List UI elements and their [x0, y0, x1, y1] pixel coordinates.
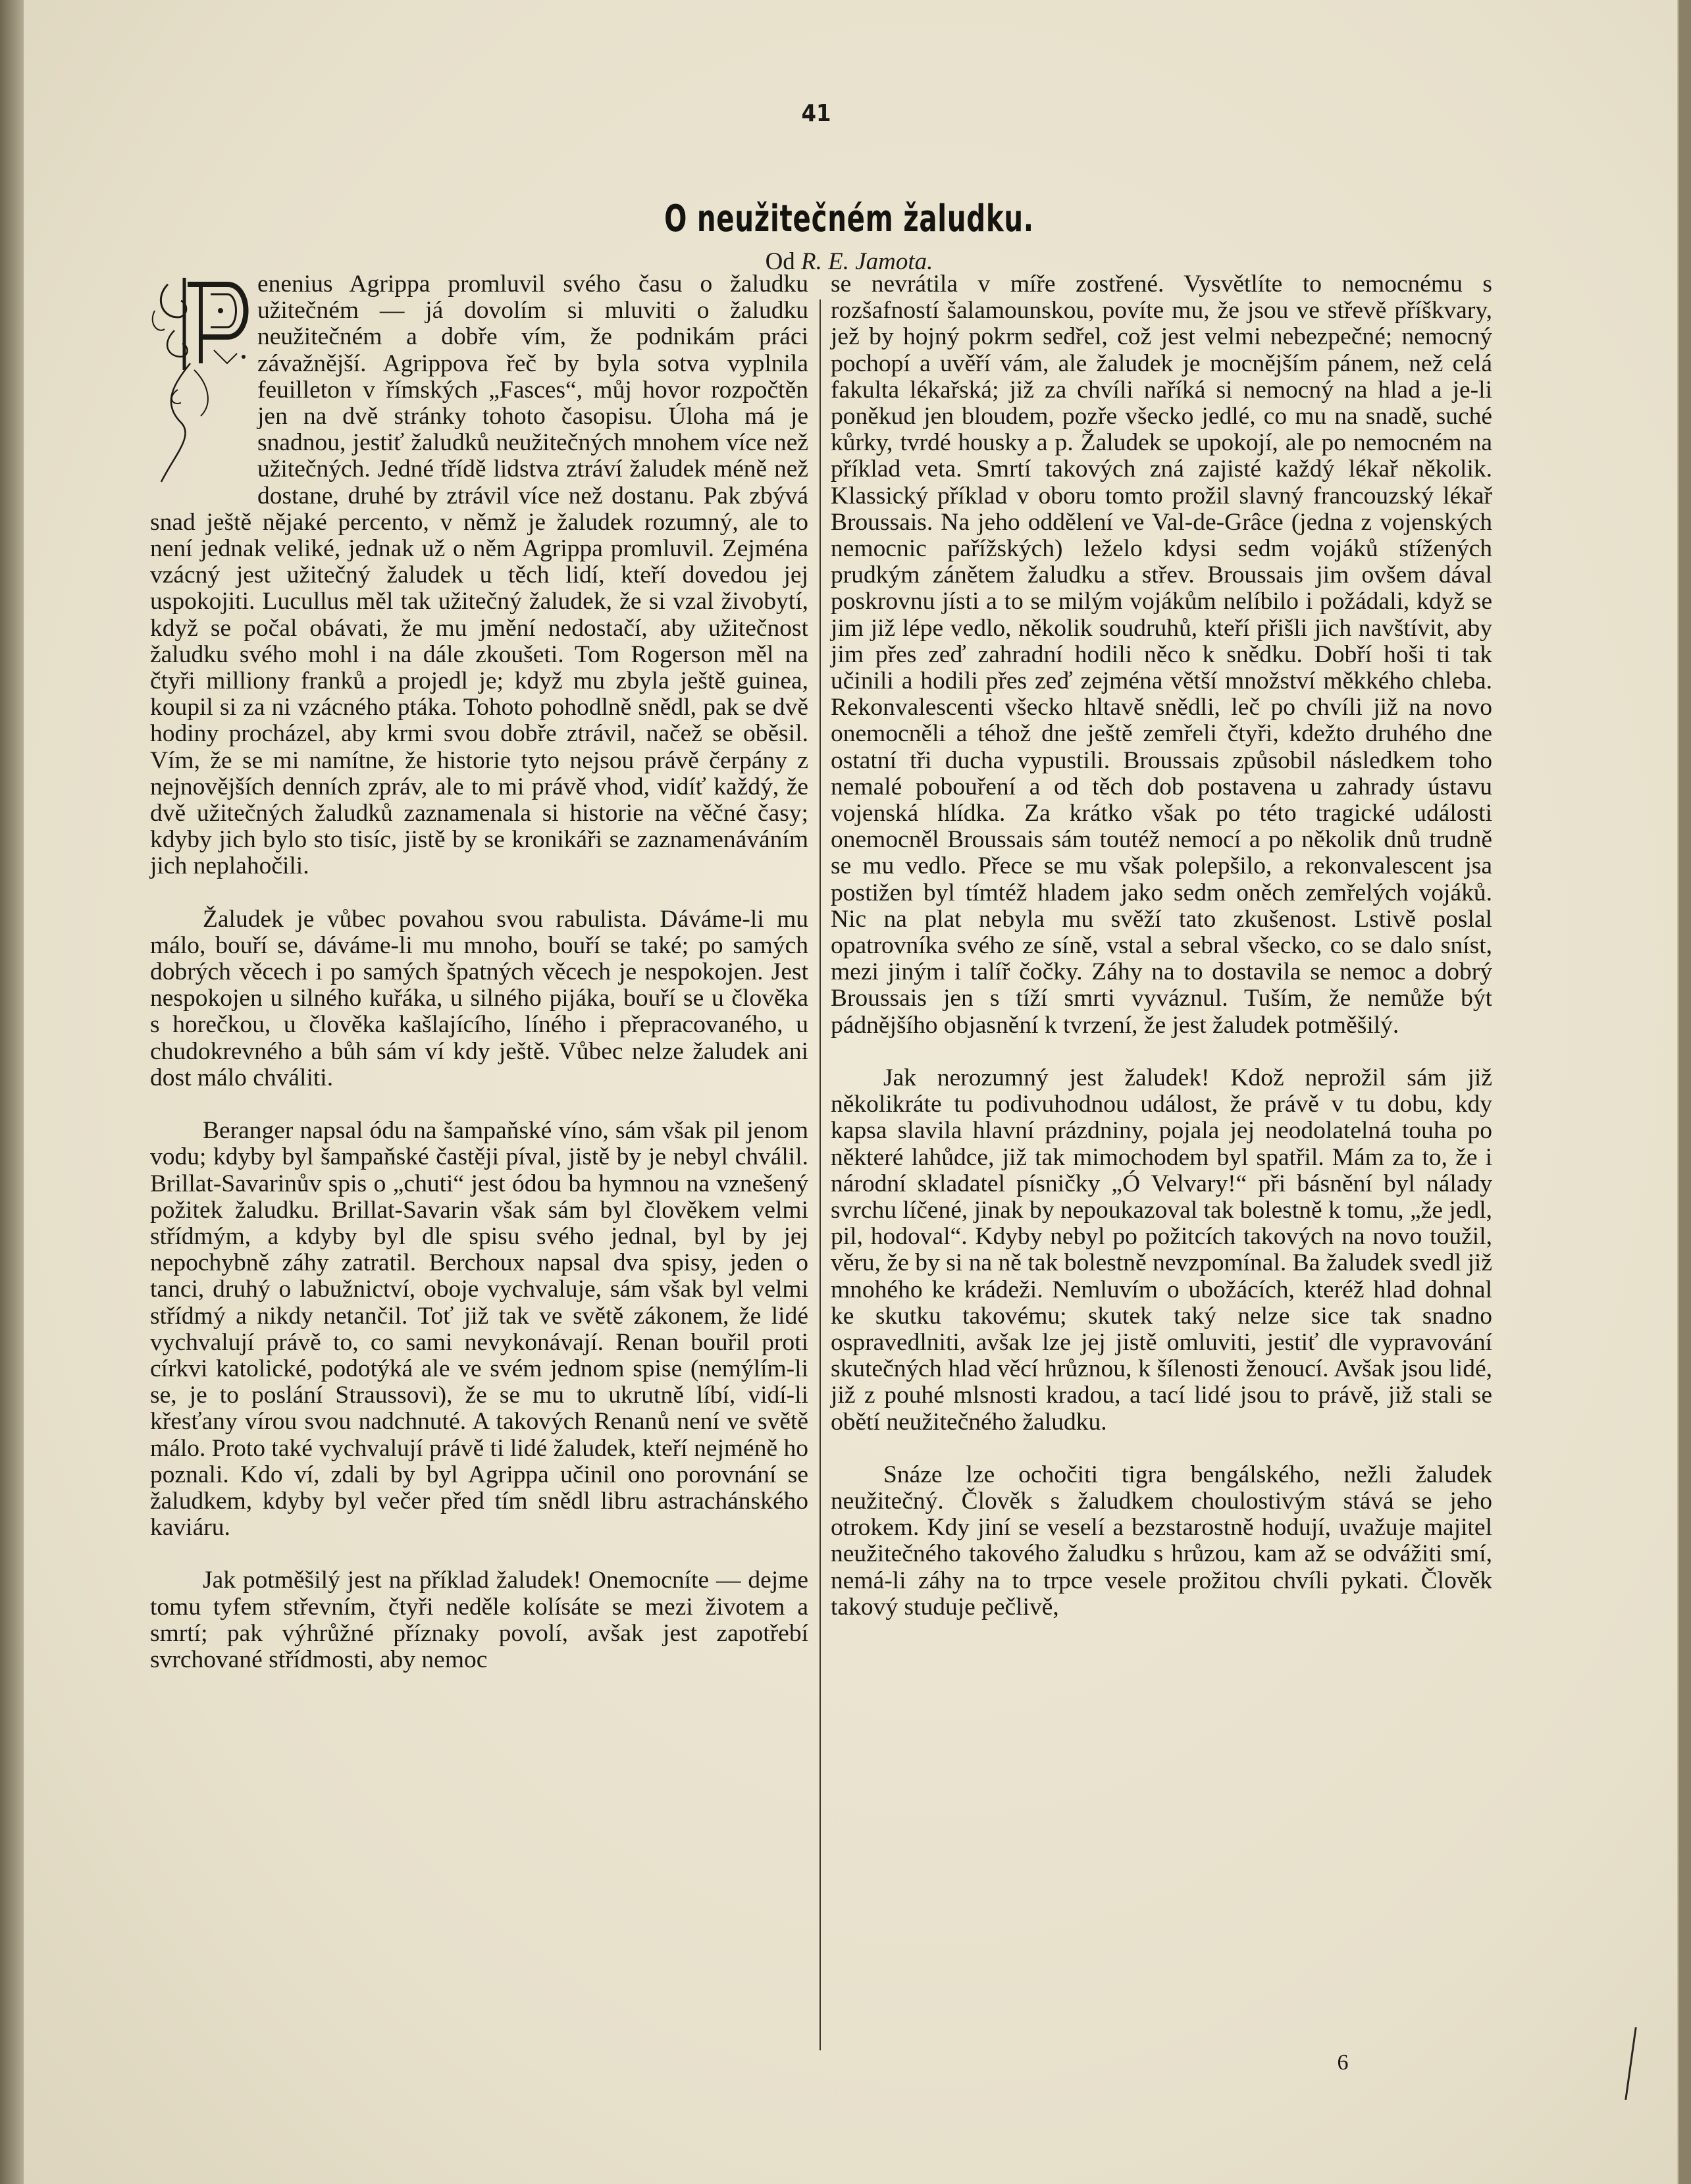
ornamental-initial-graphic — [148, 271, 253, 488]
byline-author: R. E. Jamota. — [801, 248, 933, 275]
paragraph-text: Jak potměšilý jest na příklad žaludek! Onemocníte — dejme tomu tyfem střevním, čtyři neděle kolísáte se mezi životem a smrtí; pak výhrůžné příznaky povolí, avšak jest zapotřebí svrchované střídmosti, aby nemoc — [150, 1567, 808, 1673]
paragraph-text: Beranger napsal ódu na šampaňské víno, sám však pil jenom vodu; kdyby byl šampaňské častěji píval, jistě by je nebyl chválil. Brillat-Savarinův spis o „chuti“ jest ódou ba hymnou na vznešený požitek žaludku. Brillat-Savarin však sám byl člověkem velmi střídmým, a kdyby byl dle spisu svého jednal, byl by jej nepochybně záhy zatratil. Berchoux napsal dva spisy, jeden o tanci, druhý o labužnictví, oboje vychvaluje, sám však byl velmi střídmý a nikdy netančil. Toť již tak ve světě zákonem, že lidé vychvalují právě to, co sami nevykonávají. Renan bouřil proti církvi katolické, podotýká ale ve svém jednom spise (nemýlím-li se, je to poslání Straussovi), že se mu to ukrutně líbí, vidí-li křesťany vírou svou nadchnuté. A takových Renanů není ve světě málo. Proto také vychvalují právě ti lidé žaludek, kteří nejméně ho poznali. Kdo ví, zdali by byl Agrippa učinil ono porovnání se žaludkem, kdyby byl večer před tím snědl libru astrachánského kaviáru. — [150, 1117, 808, 1542]
paragraph — [831, 1065, 1492, 1436]
article-title: O neužitečném žaludku. — [664, 197, 1034, 240]
paragraph-text: se nevrátila v míře zostřené. Vysvětlíte to nemocnému s rozšafností šalamounskou, povíte mu, že jsou ve střevě příškvary, jež by hojný pokrm sedřel, což jest velmi nebezpečné; nemocný pochopí a uvěří vám, ale žaludek je mocnějším pánem, než celá fakulta lékařská; již za chvíli naříká si nemocný na hlad a je-li poněkud jen bloudem, pozře všecko jedlé, co mu na snadě, suché kůrky, tvrdé housky a p. Žaludek se upokojí, ale po nemocném na příklad veta. Smrtí takových zná zajisté každý lékař několik. Klassický příklad v oboru tomto prožil slavný francouzský lékař Broussais. Na jeho oddělení ve Val-de-Grâce (jedna z vojenských nemocnic pařížských) leželo kdysi sedm vojáků stížených prudkým zánětem žaludku a střev. Broussais jim ovšem dával poskrovnu jísti a to se milým vojákům nelíbilo i požádali, když se jim již lépe vedlo, několik soudruhů, kteří přišli jich navštívit, aby jim přes zeď zahradní hodili něco k snědku. Dobří hoši ti tak učinili a hodili přes zeď zejména větší množství měkkého chleba. Rekonvalescenti všecko hltavě snědli, leč po chvíli již na novo onemocněli a téhož dne ještě zemřeli čtyři, kdežto druhého dne ostatní tři ducha vypustili. Broussais způsobil následkem toho nemalé pobouření a od těch dob postavena u zahrady ústavu vojenská hlídka. Za krátko však po této tragické události onemocněl Broussais sám toutéž nemocí a po několik dnů trudně se mu vedlo. Přece se mu však polepšilo, a rekonvalescent jsa postižen byl tímtéž hladem jako sedm oněch zemřelých vojáků. Nic na plat nebyla mu svěží tato zkušenost. Lstivě poslal opatrovníka svého ze síně, vstal a sebral všecko, co se dalo sníst, mezi jiným i talíř čočky. Záhy na to dostavila se nemoc a dobrý Broussais jen s tíží smrti vyváznul. Tuším, že nemůže být pádnějšího objasnění k tvrzení, že jest žaludek potměšilý. — [831, 271, 1492, 1039]
column-divider — [819, 299, 821, 2050]
page-edge — [1678, 0, 1691, 2184]
paragraph-text: enenius Agrippa promluvil svého času o žaludku užitečném — já dovolím si mluviti o žaludku neužitečném a dobře vím, že podnikám práci závažnější. Agrippova řeč by byla sotva vyplnila feuilleton v římských „Fasces“, můj hovor rozpočtěn jen na dvě stránky tohoto časopisu. Úloha má je snadnou, jestiť žaludků neužitečných mnohem více než užitečných. Jedné třídě lidstva ztráví žaludek méně než dostane, druhé by ztrávil více než dostanu. Pak zbývá snad ještě nějaké percento, v němž je žaludek rozumný, ale to není jednak veliké, jednak už o něm Agrippa promluvil. Zejména vzácný jest užitečný žaludek u těch lidí, kteří dovedou jej uspokojiti. Lucullus měl tak užitečný žaludek, že si vzal živobytí, když se počal obávati, že mu jmění nedostačí, aby užitečnost žaludku svého mohl i na dále zkoušeti. Tom Rogerson měl na čtyři milliony franků a projedl je; když mu zbyla ještě guinea, koupil si za ni vzácného ptáka. Tohoto pohodlně snědl, pak se dvě hodiny procházel, aby krmi svou dobře ztrávil, načež se oběsil. Vím, že se mi namítne, že historie tyto nejsou právě čerpány z nejnovějších denních zpráv, ale to mi právě vhod, vidíť každý, že dvě užitečných žaludků zaznamenala si historie na věčné časy; kdyby jich bylo sto tisíc, jistě by se kronikáři se zaznamenáváním jich neplahočili. — [150, 271, 808, 880]
left-column — [150, 271, 808, 1673]
ornamental-initial-icon — [148, 271, 253, 488]
book-spine-shadow — [0, 0, 26, 2184]
right-column — [831, 271, 1492, 1621]
paragraph-text: Žaludek je vůbec povahou svou rabulista. Dáváme-li mu málo, bouří se, dáváme-li mu mnoho, bouří se také; po samých dobrých věcech i po samých špatných věcech je nespokojen. Jest nespokojen u silného kuřáka, u silného pijáka, bouří se u člověka s horečkou, u člověka kašlajícího, líného i přepracovaného, u chudokrevného a bůh sám ví kdy ještě. Vůbec nelze žaludek ani dost málo chváliti. — [150, 905, 808, 1091]
paragraph-text: Jak nerozumný jest žaludek! Kdož neprožil sám již několikráte tu podivuhodnou událost, že právě v tu dobu, kdy kapsa slavila hlavní prázdniny, pojala jej neodolatelná touha po některé lahůdce, již tak mimochodem byl spatřil. Mám za to, že i národní skladatel písničky „Ó Velvary!“ při básnění byl nálady svrchu líčené, jinak by nepoukazoval tak bolestně k tomu, „že jedl, pil, hodoval“. Kdyby nebyl po požitcích takových na novo toužil, věru, že by si na ně tak bolestně nevzpomínal. Ba žaludek svedl již mnohého ke krádeži. Nemluvím o ubožácích, kteréž hlad dohnal ke skutku takovému; skutek taký nelze sice tak snadno ospravedlniti, avšak lze jej jistě omluviti, jestiť dle vypravování skutečných hlad věcí hrůznou, k šílenosti ženoucí. Avšak jsou lidé, již z pouhé mlsnosti kradou, a tací lidé jsou to právě, již stali se obětí neužitečného žaludku. — [831, 1064, 1492, 1436]
paragraph-text: Snáze lze ochočiti tigra bengálského, nežli žaludek neužitečný. Člověk s žaludkem choulostivým stává se jeho otrokem. Kdy jiní se veselí a bezstarostně hodují, uvažuje majitel neužitečného takového žaludku s hrůzou, kam až se odvážiti smí, nemá-li záhy na to trpce vesele prožitou chvíli pykati. Člověk takový studuje pečlivě, — [831, 1461, 1492, 1621]
paragraph — [831, 1462, 1492, 1621]
paragraph — [150, 1567, 808, 1673]
page-number: 41 — [801, 100, 831, 127]
signature-mark: 6 — [1337, 2050, 1349, 2075]
paragraph — [150, 906, 808, 1091]
paragraph — [150, 1118, 808, 1541]
paragraph — [831, 271, 1492, 1039]
byline-prefix: Od — [765, 248, 795, 275]
